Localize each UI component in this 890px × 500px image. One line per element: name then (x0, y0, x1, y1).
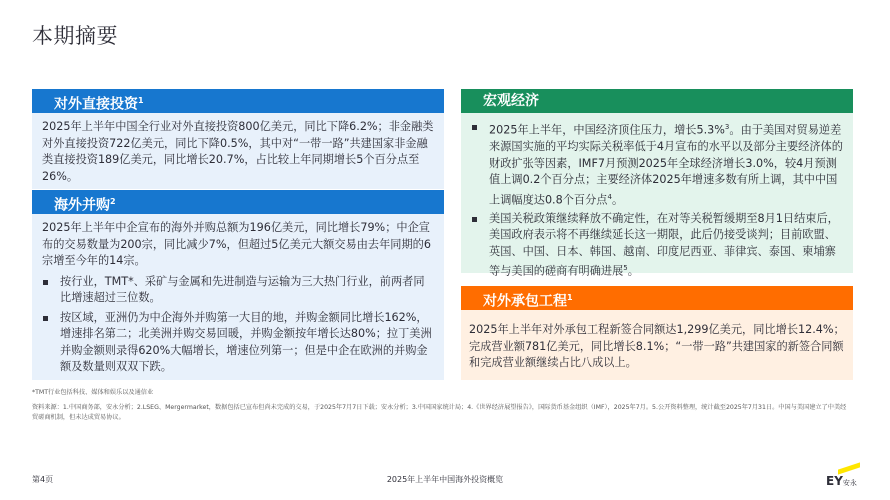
ey-logo (826, 466, 872, 492)
macro-title: 宏观经济 (483, 93, 539, 109)
fdi-title-footnote: 1 (138, 96, 144, 105)
mna-section-header (32, 190, 444, 214)
contract-section-body (461, 310, 853, 380)
fdi-text: 2025年上半年中国全行业对外直接投资800亿美元，同比下降6.2%；非金融类对外直接投资722亿美元，同比下降0.5%，其中对“一带一路”共建国家非金融类直接投资189亿美元，同比增长20.7%，占比较上年同期增长5个百分点至26%。 (42, 120, 434, 183)
page-number: 第4页 (32, 475, 54, 484)
sources-note: 资料来源：1.中国商务部，安永分析；2.LSEG、Mergermarket，数据包括已宣布但尚未完成的交易，于2025年7月7日下载；安永分析；3.中国国家统计局；4.《世界经济展望报告》，国际货币基金组织（IMF），2025年7月。5.公开资料整理，统计截至2025年7月31日。中国与美国建立了中美经贸磋商机制，但未达成贸易协议。 (32, 404, 847, 421)
ey-logo-text: EY安永 (826, 474, 857, 488)
mna-bullet: 按行业，TMT*、采矿与金属和先进制造与运输为三大热门行业，前两者同比增速超过三位数。 (42, 274, 434, 307)
page-title: 本期摘要 (32, 24, 118, 48)
macro-bullet-list (471, 119, 843, 281)
mna-title: 海外并购 (54, 197, 110, 214)
fdi-section-body (32, 113, 444, 189)
contract-section-header (461, 286, 853, 310)
macro-footnote-ref: 3 (724, 123, 730, 131)
macro-bullet: 美国关税政策继续释放不确定性，在对等关税暂缓期至8月1日结束后，美国政府表示将不再继续延长这一期限，此后仍接受谈判；目前欧盟、英国、中国、日本、韩国、越南、印度尼西亚、菲律宾、泰国、柬埔寨等与美国的磋商有明确进展$^5$。 (471, 211, 843, 281)
macro-section-header (461, 89, 853, 113)
macro-bullet: 2025年上半年，中国经济顶住压力，增长5.3%$^3$。由于美国对贸易逆差来源国实施的平均实际关税率低于4月宣布的水平以及部分主要经济体的财政扩张等因素，IMF7月预测2025年全球经济增长3.0%，较4月预测值上调0.2个百分点；主要经济体2025年增速多数有所上调，其中中国上调幅度达0.8个百分点$^4$。 (471, 119, 843, 209)
macro-footnote-ref: 4 (607, 192, 612, 201)
tmt-footnote: *TMT行业包括科技、媒体和娱乐以及通信业 (32, 389, 154, 396)
mna-section-body (32, 214, 444, 380)
ey-logo-bar (838, 462, 860, 474)
mna-bullet-list (42, 274, 434, 376)
macro-footnote-ref: 5 (623, 264, 628, 273)
fdi-title: 对外直接投资 (54, 96, 138, 113)
macro-section-body (461, 113, 853, 279)
footer-title: 2025年上半年中国海外投资概览 (386, 475, 504, 484)
contract-title: 对外承包工程 (483, 293, 567, 310)
mna-bullet: 按区域，亚洲仍为中企海外并购第一大目的地，并购金额同比增长162%，增速排名第二；北美洲并购交易回暖，并购金额按年增长达80%；拉丁美洲并购金额则录得620%大幅增长，增速位列第一；但是中企在欧洲的并购金额及数量则双双下跌。 (42, 310, 434, 376)
mna-title-footnote: 2 (110, 197, 116, 206)
fdi-section-header (32, 89, 444, 113)
mna-intro: 2025年上半年中企宣布的海外并购总额为196亿美元，同比增长79%；中企宣布的交易数量为200宗，同比减少7%，但超过5亿美元大额交易由去年同期的6宗增至今年的14宗。 (42, 221, 431, 267)
contract-text: 2025年上半年对外承包工程新签合同额达1,299亿美元，同比增长12.4%；完成营业额781亿美元，同比增长8.1%；“一带一路”共建国家的新签合同额和完成营业额继续占比八成以上。 (469, 323, 845, 369)
contract-title-footnote: 1 (567, 293, 573, 302)
